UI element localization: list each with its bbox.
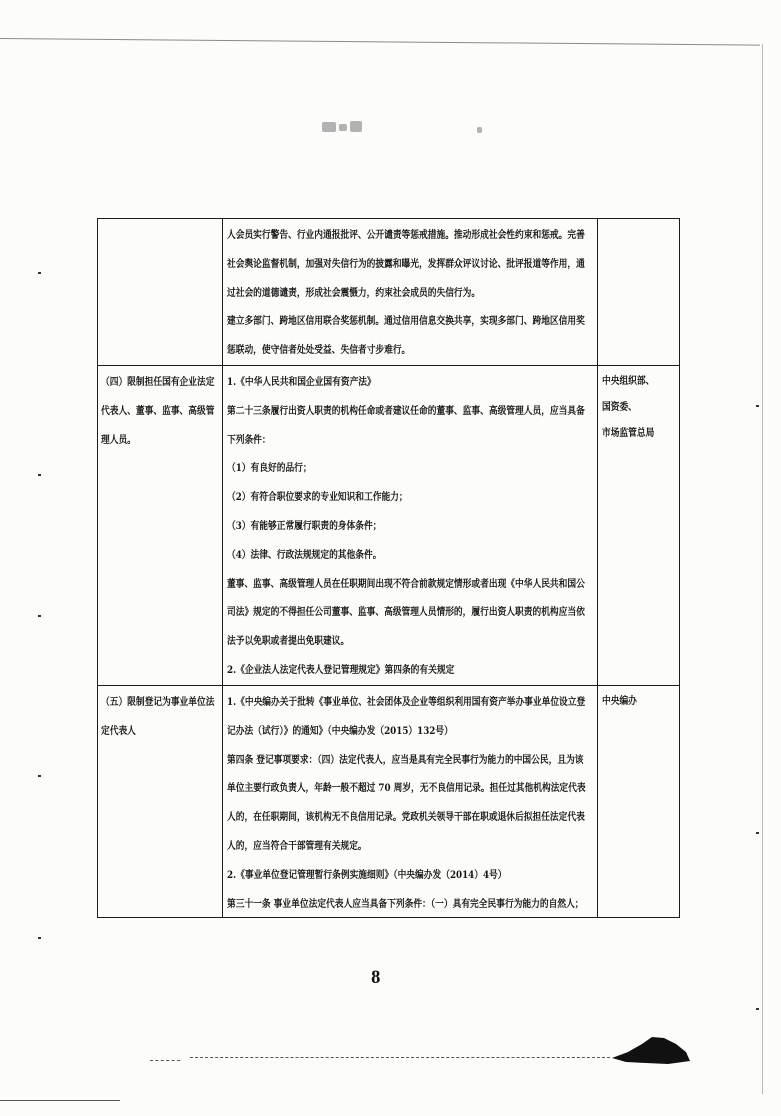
responsible-department-cell (598, 219, 679, 365)
margin-mark (756, 405, 759, 407)
legal-basis-line: 建立多部门、跨地区信用联合奖惩机制。通过信用信息交换共享，实现多部门、跨地区信用奖 (227, 315, 585, 328)
measure-category-line: 定代表人 (101, 724, 136, 737)
table-row (98, 686, 679, 917)
legal-basis-line: 惩联动，使守信者处处受益、失信者寸步难行。 (227, 344, 411, 357)
legal-basis-line: 第二十三条履行出资人职责的机构任命或者建议任命的董事、监事、高级管理人员，应当具备 (227, 404, 585, 417)
measures-table (97, 218, 680, 918)
legal-basis-title: 记办法（试行）》的通知》（中央编办发（2015）132号） (227, 724, 453, 737)
legal-basis-line: 下列条件： (227, 433, 271, 446)
legal-basis-title: 1.《中央编办关于批转《事业单位、社会团体及企业等组织利用国有资产举办事业单位设立登 (227, 696, 586, 708)
scan-dash-line (190, 1057, 610, 1058)
measure-category-line: 代表人、董事、监事、高级管 (101, 404, 215, 417)
scan-edge-line (0, 38, 760, 46)
legal-basis-line: 第三十一条 事业单位法定代表人应当具备下列条件：（一）具有完全民事行为能力的自然人； (227, 897, 584, 910)
legal-basis-line: 司法》规定的不得担任公司董事、监事、高级管理人员情形的，履行出资人职责的机构应当依 (227, 606, 585, 619)
scan-edge-line (762, 44, 763, 1094)
legal-basis-line: 法予以免职或者提出免职建议。 (227, 635, 350, 648)
legal-basis-line: 董事、监事、高级管理人员在任职期间出现不符合前款规定情形或者出现《中华人民共和国公 (227, 577, 585, 590)
legal-basis-line: 社会舆论监督机制，加强对失信行为的披露和曝光，发挥群众评议讨论、批评报道等作用，通 (227, 257, 585, 270)
legal-basis-line: （2）有符合职位要求的专业知识和工作能力； (227, 491, 408, 504)
margin-mark (756, 832, 759, 834)
scan-smudge (477, 127, 482, 133)
legal-basis-title: 2.《事业单位登记管理暂行条例实施细则》（中央编办发（2014）4号） (227, 868, 507, 881)
scan-smudge (322, 122, 336, 132)
scan-smudge (350, 121, 362, 132)
legal-basis-cell (223, 686, 598, 917)
legal-basis-line: 人的，在任职期间，该机构无不良信用记录。党政机关领导干部在职或退休后拟担任法定代表 (227, 811, 585, 824)
legal-basis-title: 1.《中华人民共和国企业国有资产法》 (227, 376, 376, 388)
margin-mark (38, 474, 41, 476)
legal-basis-line: 过社会的道德谴责，形成社会震慑力，约束社会成员的失信行为。 (227, 286, 481, 299)
department-line: 市场监管总局 (602, 427, 655, 439)
legal-basis-line: 单位主要行政负责人，年龄一般不超过 70 周岁，无不良信用记录。担任过其他机构法定代表 (227, 782, 586, 795)
legal-basis-line: （4）法律、行政法规规定的其他条件。 (227, 548, 382, 561)
scan-smudge (339, 124, 347, 131)
department-line: 中央编办 (602, 695, 637, 707)
legal-basis-line: 人的，应当符合干部管理有关规定。 (227, 839, 367, 852)
legal-basis-line: 人会员实行警告、行业内通报批评、公开谴责等惩戒措施。推动形成社会性约束和惩戒。完善 (227, 229, 585, 241)
legal-basis-line: （3）有能够正常履行职责的身体条件； (227, 519, 382, 532)
scan-edge-line (0, 1100, 120, 1101)
margin-mark (38, 775, 41, 777)
scan-dash-line (150, 1060, 180, 1061)
page-number: 8 (371, 968, 381, 988)
margin-mark (38, 937, 41, 939)
legal-basis-title: 2.《企业法人法定代表人登记管理规定》第四条的有关规定 (227, 663, 455, 676)
measure-category-cell (98, 219, 223, 365)
department-line: 国资委、 (602, 401, 637, 413)
margin-mark (38, 272, 41, 274)
measure-category-cell (98, 366, 223, 685)
legal-basis-line: 第四条 登记事项要求：（四）法定代表人，应当是具有完全民事行为能力的中国公民，且为该 (227, 753, 584, 766)
margin-mark (756, 1008, 759, 1010)
measure-category-line: （五）限制登记为事业单位法 (101, 696, 215, 708)
measure-category-line: （四）限制担任国有企业法定 (101, 376, 215, 388)
ink-blot (598, 1028, 698, 1070)
legal-basis-cell (223, 219, 598, 365)
department-line: 中央组织部、 (602, 375, 655, 387)
margin-mark (38, 615, 41, 617)
legal-basis-cell (223, 366, 598, 685)
responsible-department-cell (598, 366, 679, 685)
legal-basis-line: （1）有良好的品行； (227, 462, 312, 475)
table-row (98, 366, 679, 686)
measure-category-line: 理人员。 (101, 433, 136, 446)
responsible-department-cell (598, 686, 679, 917)
table-row (98, 219, 679, 366)
measure-category-cell (98, 686, 223, 917)
